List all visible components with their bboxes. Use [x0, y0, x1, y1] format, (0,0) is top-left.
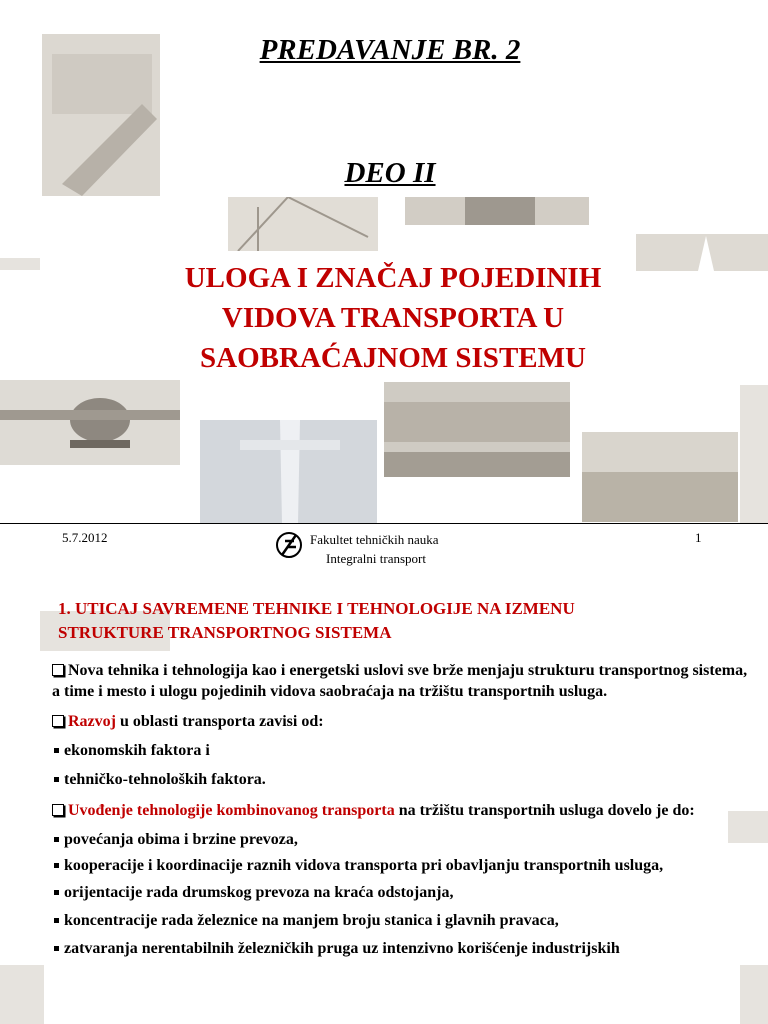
square-bullet-icon — [54, 918, 59, 923]
square-bullet-icon — [54, 748, 59, 753]
faculty-logo-icon — [276, 529, 302, 561]
bullet-text: kooperacije i koordinacije raznih vidova transporta pri obavljanju transportnih usluga, — [64, 857, 664, 874]
bullet-item — [52, 829, 752, 850]
train-photo — [384, 382, 570, 477]
bullet-text: ekonomskih faktora i — [64, 742, 210, 759]
bullet-item — [52, 769, 752, 790]
bullet-item — [52, 882, 752, 903]
paragraph-3-highlight-2: kombinovanog transporta — [212, 802, 395, 819]
edge-photo-right — [740, 385, 768, 523]
bullet-text: zatvaranja nerentabilnih železničkih pruga uz intenzivno korišćenje industrijskih — [64, 940, 620, 957]
heading-line-1: ULOGA I ZNAČAJ POJEDINIH — [184, 262, 602, 294]
bg-photo-bottom-right — [740, 965, 768, 1024]
heading-line-3: SAOBRAĆAJNOM SISTEMU — [200, 342, 586, 374]
airplane-photo — [0, 380, 180, 465]
paragraph-1-text: Nova tehnika i tehnologija kao i energetski uslovi sve brže menjaju strukturu transportnog sistema, a time i mesto i ulogu pojedinih vidova saobraćaja na tržištu transportnih usluga. — [52, 662, 748, 700]
paragraph-3-text: na tržištu transportnih usluga dovelo je do: — [394, 802, 695, 819]
checkbox-bullet-icon — [52, 664, 64, 676]
square-bullet-icon — [54, 890, 59, 895]
square-bullet-icon — [54, 863, 59, 868]
checkbox-bullet-icon — [52, 804, 64, 816]
footer-course: Integralni transport — [326, 551, 426, 566]
footer-divider — [0, 523, 768, 524]
footer-center — [310, 530, 439, 568]
bg-photo-bottom-left — [0, 965, 44, 1024]
crane-photo — [228, 197, 378, 251]
section-heading-line-1: 1. UTICAJ SAVREMENE TEHNIKE I TEHNOLOGIJE NA IZMENU — [58, 599, 575, 618]
landscape-photo — [582, 432, 738, 522]
bullet-text: povećanja obima i brzine prevoza, — [64, 831, 298, 848]
paragraph-3-highlight-1: Uvođenje tehnologije — [68, 802, 213, 819]
bullet-item — [52, 857, 752, 874]
bullet-text: orijentacije rada drumskog prevoza na kraća odstojanja, — [64, 884, 454, 901]
footer-date: 5.7.2012 — [62, 530, 108, 545]
slide-body — [52, 660, 752, 959]
bullet-text: tehničko-tehnoloških faktora. — [64, 771, 266, 788]
checkbox-bullet-icon — [52, 715, 64, 727]
heading-line-2: VIDOVA TRANSPORTA U — [221, 302, 565, 334]
paragraph-2 — [52, 711, 752, 732]
square-bullet-icon — [54, 777, 59, 782]
slide-heading — [0, 258, 768, 378]
slide-2 — [0, 575, 768, 1024]
square-bullet-icon — [54, 837, 59, 842]
road-photo — [405, 197, 589, 225]
bullet-item — [52, 938, 752, 959]
paragraph-3 — [52, 800, 752, 821]
jet-tail-photo — [200, 420, 377, 523]
footer-institution: Fakultet tehničkih nauka — [310, 532, 439, 547]
section-heading — [58, 597, 575, 645]
section-heading-line-2: STRUKTURE TRANSPORTNOG SISTEMA — [58, 623, 392, 642]
slide-subtitle: DEO II — [344, 157, 436, 189]
paragraph-2-text: u oblasti transporta zavisi od: — [115, 713, 324, 730]
paragraph-1 — [52, 660, 752, 702]
bullet-item — [52, 910, 752, 931]
bullet-item — [52, 740, 752, 761]
paragraph-2-highlight: Razvoj — [68, 713, 116, 730]
slide-title: PREDAVANJE BR. 2 — [259, 34, 521, 66]
bullet-text: koncentracije rada železnice na manjem broju stanica i glavnih pravaca, — [64, 912, 559, 929]
footer-page-number: 1 — [695, 530, 702, 545]
square-bullet-icon — [54, 946, 59, 951]
